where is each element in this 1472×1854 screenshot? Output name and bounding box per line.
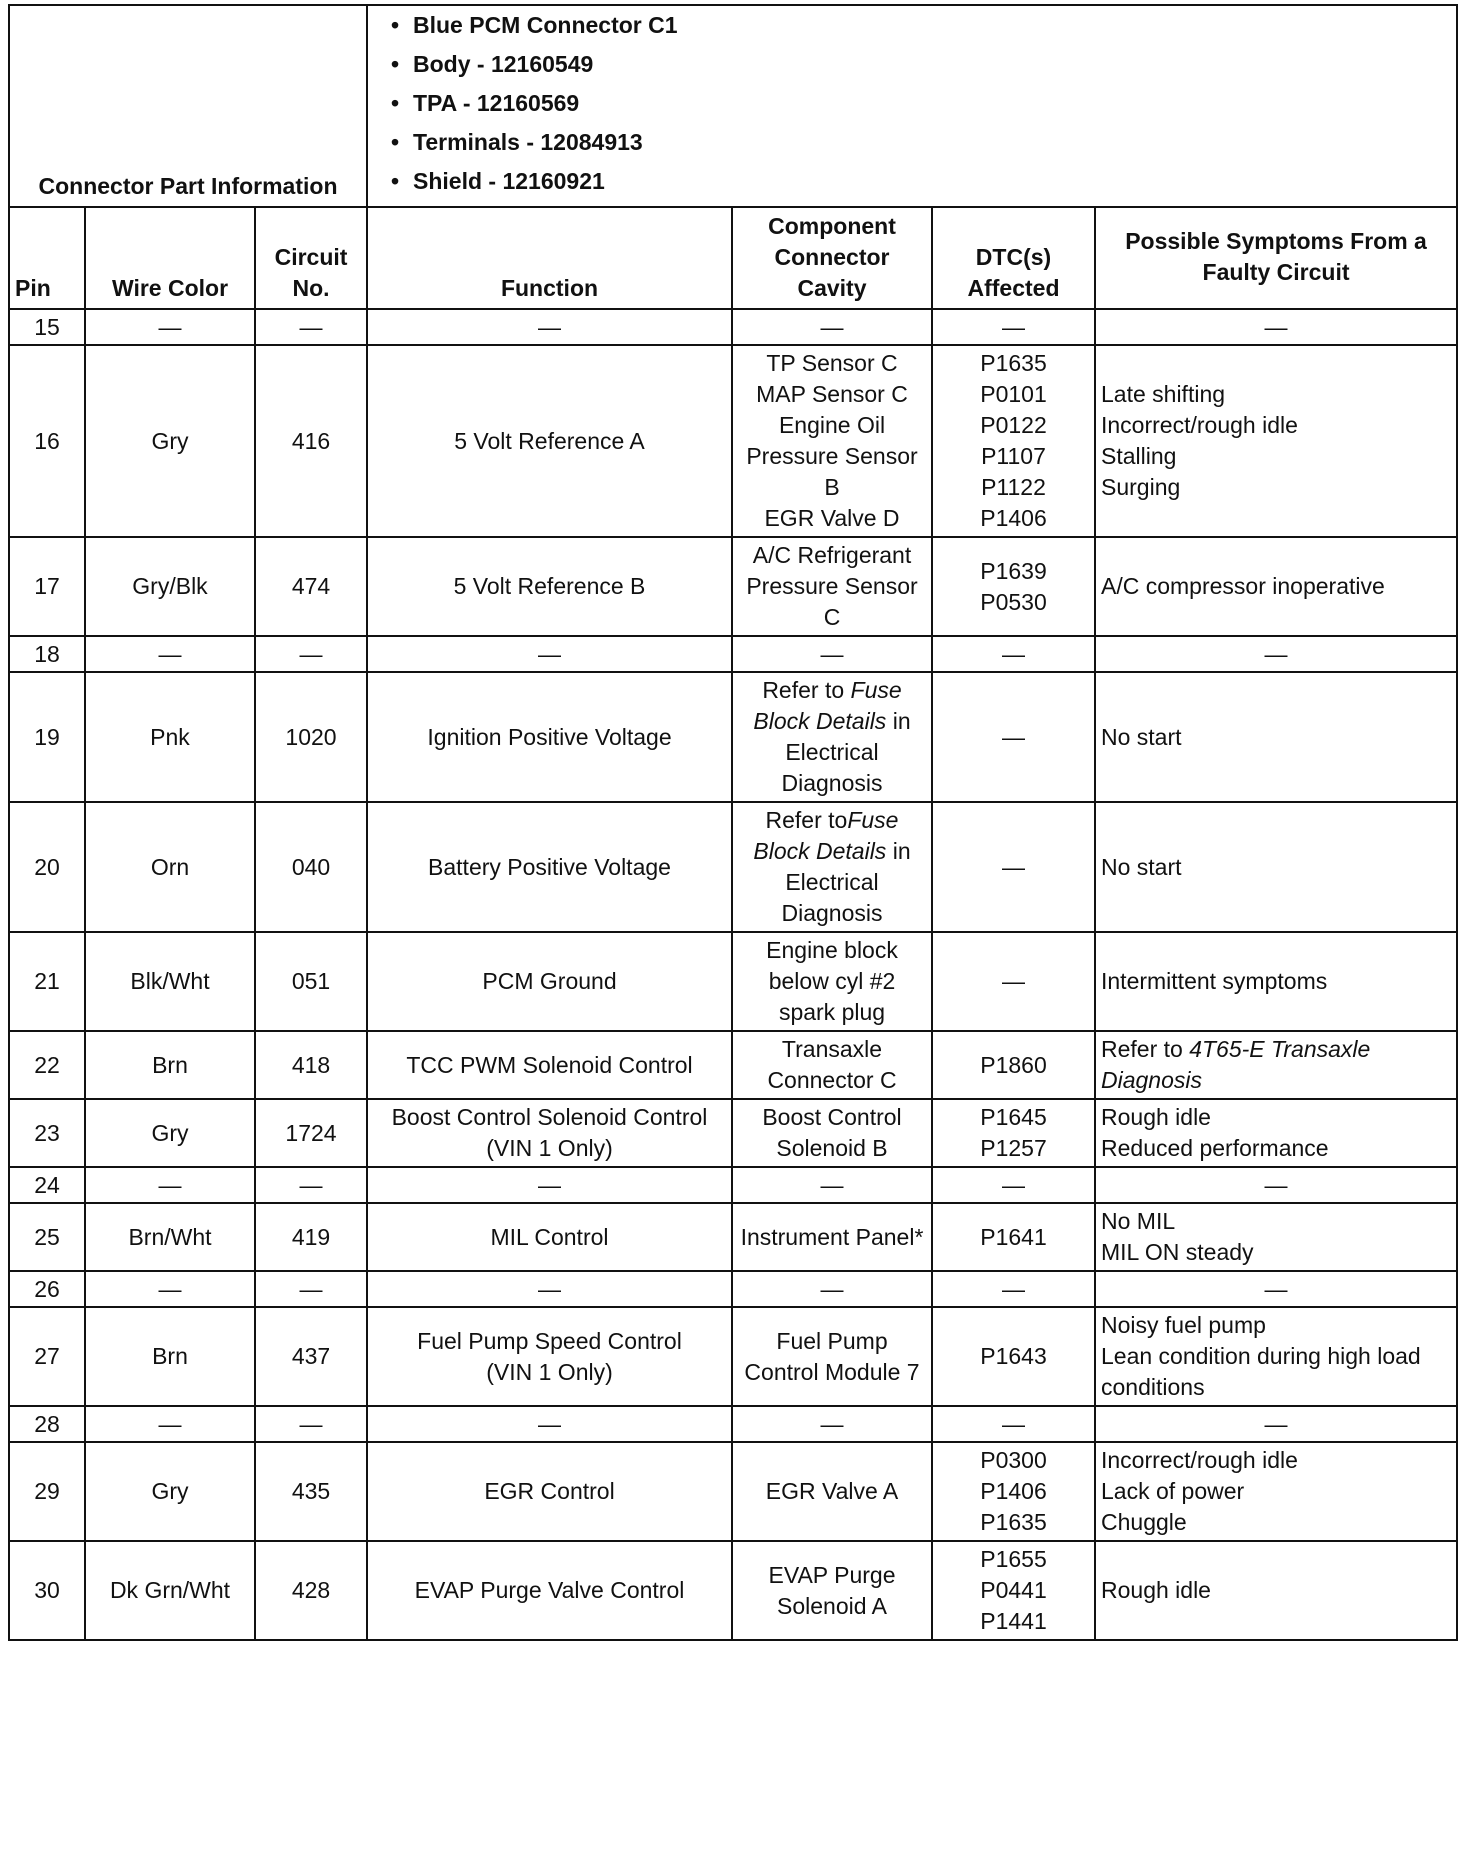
symptom-line: Lean condition during high load conditions — [1101, 1343, 1421, 1400]
pin-cell: 16 — [9, 345, 85, 537]
table-row — [9, 1203, 1457, 1271]
symptoms-cell — [1095, 802, 1457, 932]
dtc-code: P1643 — [980, 1343, 1047, 1369]
symptom-line: No start — [1101, 723, 1182, 750]
function-cell — [367, 1099, 732, 1167]
cavity-line: A/C Refrigerant Pressure Sensor C — [746, 542, 918, 630]
pin-cell: 22 — [9, 1031, 85, 1099]
cavity-line: Engine block below cyl #2 spark plug — [766, 937, 898, 1025]
dtc-cell: — — [932, 1167, 1095, 1203]
dtc-cell — [932, 537, 1095, 636]
dtc-code: P1641 — [980, 1223, 1047, 1250]
cavity-cell — [732, 1203, 932, 1271]
symptoms-cell: — — [1095, 309, 1457, 345]
table-row — [9, 1406, 1457, 1442]
wire-color-cell: Brn — [85, 1031, 255, 1099]
wire-color-cell: Gry/Blk — [85, 537, 255, 636]
table-row — [9, 672, 1457, 802]
pin-cell: 30 — [9, 1541, 85, 1640]
symptoms-cell — [1095, 1541, 1457, 1640]
dtc-cell — [932, 345, 1095, 537]
symptom-line: Noisy fuel pump — [1101, 1312, 1266, 1338]
circuit-cell: 1724 — [255, 1099, 367, 1167]
connector-parts-list — [373, 6, 1451, 201]
cavity-line: EGR Valve D — [764, 505, 900, 531]
pin-cell: 21 — [9, 932, 85, 1031]
circuit-cell: — — [255, 1406, 367, 1442]
dtc-cell — [932, 1099, 1095, 1167]
dtc-code: P1441 — [980, 1608, 1047, 1634]
dtc-code: P1635 — [980, 350, 1047, 376]
cavity-cell: — — [732, 636, 932, 672]
dtc-code: P1639 — [980, 557, 1047, 584]
dtc-code: P1406 — [980, 1478, 1047, 1504]
dtc-code: P1635 — [980, 1509, 1047, 1535]
table-row — [9, 1442, 1457, 1541]
function-cell: — — [367, 1406, 732, 1442]
symptom-line: A/C compressor inoperative — [1101, 573, 1385, 599]
function-cell: EGR Control — [367, 1442, 732, 1541]
symptom-line: Surging — [1101, 474, 1181, 500]
symptom-line: Chuggle — [1101, 1509, 1187, 1535]
function-line: Boost Control Solenoid Control — [391, 1104, 708, 1130]
symptoms-cell — [1095, 1442, 1457, 1541]
table-row — [9, 537, 1457, 636]
wire-color-cell: — — [85, 1406, 255, 1442]
dtc-code: P1257 — [980, 1135, 1047, 1161]
cavity-cell — [732, 1099, 932, 1167]
function-line: Fuel Pump Speed Control — [417, 1327, 682, 1354]
symptoms-cell — [1095, 672, 1457, 802]
wire-color-cell: — — [85, 636, 255, 672]
circuit-cell: 419 — [255, 1203, 367, 1271]
table-row — [9, 636, 1457, 672]
circuit-cell: 418 — [255, 1031, 367, 1099]
symptoms-cell: — — [1095, 1271, 1457, 1307]
function-cell: 5 Volt Reference B — [367, 537, 732, 636]
cavity-cell — [732, 345, 932, 537]
circuit-cell: 040 — [255, 802, 367, 932]
part-item: • Shield - 12160921 — [391, 162, 1451, 201]
part-item: • TPA - 12160569 — [391, 84, 1451, 123]
cavity-cell — [732, 1442, 932, 1541]
table-row — [9, 1031, 1457, 1099]
symptoms-cell: — — [1095, 1406, 1457, 1442]
connector-info-label: Connector Part Information — [9, 5, 367, 207]
dtc-cell: — — [932, 1271, 1095, 1307]
cavity-cell: — — [732, 309, 932, 345]
cavity-cell: — — [732, 1167, 932, 1203]
function-cell: PCM Ground — [367, 932, 732, 1031]
pin-cell: 28 — [9, 1406, 85, 1442]
dtc-cell: — — [932, 309, 1095, 345]
cavity-line: EVAP Purge Solenoid A — [768, 1561, 896, 1619]
dtc-cell — [932, 1541, 1095, 1640]
table-row — [9, 1307, 1457, 1406]
cavity-ref-em: Fuse Block Details — [753, 677, 902, 734]
circuit-cell: 1020 — [255, 672, 367, 802]
dtc-cell: — — [932, 672, 1095, 802]
symptoms-cell: Refer to 4T65-E Transaxle Diagnosis — [1095, 1031, 1457, 1099]
function-cell: MIL Control — [367, 1203, 732, 1271]
table-row — [9, 1541, 1457, 1640]
function-cell: EVAP Purge Valve Control — [367, 1541, 732, 1640]
function-cell — [367, 1307, 732, 1406]
dtc-cell — [932, 1442, 1095, 1541]
dtc-cell: — — [932, 932, 1095, 1031]
cavity-cell — [732, 1541, 932, 1640]
circuit-cell: — — [255, 636, 367, 672]
wire-color-cell: — — [85, 1271, 255, 1307]
circuit-cell: — — [255, 1271, 367, 1307]
wire-color-cell: Gry — [85, 1442, 255, 1541]
dtc-cell — [932, 1307, 1095, 1406]
header-function: Function — [367, 207, 732, 309]
dtc-code: P0300 — [980, 1447, 1047, 1473]
symptom-line: No MIL — [1101, 1208, 1176, 1234]
connector-info-row — [9, 5, 1457, 207]
dtc-code: P0441 — [980, 1577, 1047, 1603]
function-cell: — — [367, 636, 732, 672]
wire-color-cell: Gry — [85, 1099, 255, 1167]
dtc-code: P1645 — [980, 1104, 1047, 1130]
function-cell: — — [367, 309, 732, 345]
wire-color-cell: Brn/Wht — [85, 1203, 255, 1271]
header-circuit: Circuit No. — [255, 207, 367, 309]
symptom-line: Incorrect/rough idle — [1101, 1447, 1298, 1473]
header-pin: Pin — [9, 207, 85, 309]
dtc-cell: — — [932, 802, 1095, 932]
cavity-cell: — — [732, 1406, 932, 1442]
header-dtc: DTC(s) Affected — [932, 207, 1095, 309]
symptom-line: No start — [1101, 853, 1182, 880]
dtc-cell — [932, 1203, 1095, 1271]
circuit-cell: 428 — [255, 1541, 367, 1640]
function-cell: TCC PWM Solenoid Control — [367, 1031, 732, 1099]
table-row — [9, 1271, 1457, 1307]
pinout-table — [8, 4, 1458, 1641]
function-cell: 5 Volt Reference A — [367, 345, 732, 537]
function-line: (VIN 1 Only) — [486, 1135, 613, 1161]
symptom-ref-em: 4T65-E Transaxle Diagnosis — [1101, 1036, 1371, 1093]
dtc-code: P1860 — [980, 1051, 1047, 1078]
symptom-line: MIL ON steady — [1101, 1239, 1254, 1265]
pin-cell: 24 — [9, 1167, 85, 1203]
circuit-cell: — — [255, 1167, 367, 1203]
symptom-line: Incorrect/rough idle — [1101, 412, 1298, 438]
function-line: (VIN 1 Only) — [486, 1358, 613, 1385]
function-cell: Battery Positive Voltage — [367, 802, 732, 932]
cavity-line: EGR Valve A — [765, 1478, 899, 1504]
cavity-line: Instrument Panel* — [740, 1223, 924, 1250]
cavity-cell — [732, 1031, 932, 1099]
symptoms-cell: — — [1095, 636, 1457, 672]
header-cavity: Component Connector Cavity — [732, 207, 932, 309]
wire-color-cell: Orn — [85, 802, 255, 932]
dtc-code: P0101 — [980, 381, 1047, 407]
wire-color-cell: Dk Grn/Wht — [85, 1541, 255, 1640]
table-row — [9, 345, 1457, 537]
symptoms-cell — [1095, 345, 1457, 537]
part-item: • Terminals - 12084913 — [391, 123, 1451, 162]
dtc-code: P1406 — [980, 505, 1047, 531]
symptoms-cell — [1095, 537, 1457, 636]
cavity-ref-em: Fuse Block Details — [753, 807, 899, 864]
pin-cell: 19 — [9, 672, 85, 802]
circuit-cell: — — [255, 309, 367, 345]
symptom-line: Stalling — [1101, 443, 1177, 469]
wire-color-cell: Pnk — [85, 672, 255, 802]
cavity-cell: Refer toFuse Block Details in Electrical Diagnosis — [732, 802, 932, 932]
symptom-line: Rough idle — [1101, 1577, 1211, 1603]
circuit-cell: 051 — [255, 932, 367, 1031]
circuit-cell: 437 — [255, 1307, 367, 1406]
pin-cell: 18 — [9, 636, 85, 672]
dtc-code: P1107 — [981, 443, 1046, 469]
table-row — [9, 309, 1457, 345]
function-cell: — — [367, 1167, 732, 1203]
cavity-cell — [732, 932, 932, 1031]
symptom-line: Reduced performance — [1101, 1135, 1329, 1161]
circuit-cell: 435 — [255, 1442, 367, 1541]
connector-parts-cell — [367, 5, 1457, 207]
dtc-code: P0122 — [980, 412, 1047, 438]
cavity-line: Boost Control Solenoid B — [762, 1104, 902, 1161]
symptom-line: Rough idle — [1101, 1104, 1211, 1130]
pin-cell: 25 — [9, 1203, 85, 1271]
pin-cell: 17 — [9, 537, 85, 636]
dtc-code: P1122 — [981, 474, 1046, 500]
cavity-cell: Refer to Fuse Block Details in Electrical Diagnosis — [732, 672, 932, 802]
symptom-line: Late shifting — [1101, 381, 1226, 407]
table-row — [9, 1167, 1457, 1203]
symptoms-cell — [1095, 1203, 1457, 1271]
column-header-row — [9, 207, 1457, 309]
pin-cell: 23 — [9, 1099, 85, 1167]
symptoms-cell — [1095, 932, 1457, 1031]
header-symptoms: Possible Symptoms From a Faulty Circuit — [1095, 207, 1457, 309]
wire-color-cell: — — [85, 1167, 255, 1203]
cavity-line: Engine Oil Pressure Sensor B — [746, 412, 918, 500]
table-row — [9, 932, 1457, 1031]
symptom-line: Lack of power — [1101, 1478, 1245, 1504]
cavity-cell — [732, 537, 932, 636]
pinout-page — [8, 4, 1456, 1641]
cavity-line: MAP Sensor C — [756, 381, 908, 407]
circuit-cell: 416 — [255, 345, 367, 537]
function-cell: — — [367, 1271, 732, 1307]
table-row — [9, 1099, 1457, 1167]
cavity-line: Fuel Pump Control Module 7 — [744, 1327, 920, 1385]
part-item: • Body - 12160549 — [391, 45, 1451, 84]
table-row — [9, 802, 1457, 932]
pin-cell: 20 — [9, 802, 85, 932]
cavity-cell — [732, 1307, 932, 1406]
cavity-line: TP Sensor C — [766, 350, 898, 376]
dtc-cell — [932, 1031, 1095, 1099]
header-wire-color: Wire Color — [85, 207, 255, 309]
cavity-line: Transaxle Connector C — [767, 1036, 897, 1093]
wire-color-cell: — — [85, 309, 255, 345]
circuit-cell: 474 — [255, 537, 367, 636]
symptoms-cell: — — [1095, 1167, 1457, 1203]
pin-cell: 27 — [9, 1307, 85, 1406]
function-cell: Ignition Positive Voltage — [367, 672, 732, 802]
wire-color-cell: Gry — [85, 345, 255, 537]
symptom-line: Intermittent symptoms — [1101, 968, 1328, 994]
wire-color-cell: Blk/Wht — [85, 932, 255, 1031]
dtc-code: P0530 — [980, 588, 1047, 615]
part-item: • Blue PCM Connector C1 — [391, 6, 1451, 45]
symptoms-cell — [1095, 1099, 1457, 1167]
pin-cell: 26 — [9, 1271, 85, 1307]
cavity-cell: — — [732, 1271, 932, 1307]
pin-cell: 29 — [9, 1442, 85, 1541]
dtc-cell: — — [932, 636, 1095, 672]
dtc-code: P1655 — [980, 1546, 1047, 1572]
dtc-cell: — — [932, 1406, 1095, 1442]
wire-color-cell: Brn — [85, 1307, 255, 1406]
symptoms-cell — [1095, 1307, 1457, 1406]
pin-cell: 15 — [9, 309, 85, 345]
